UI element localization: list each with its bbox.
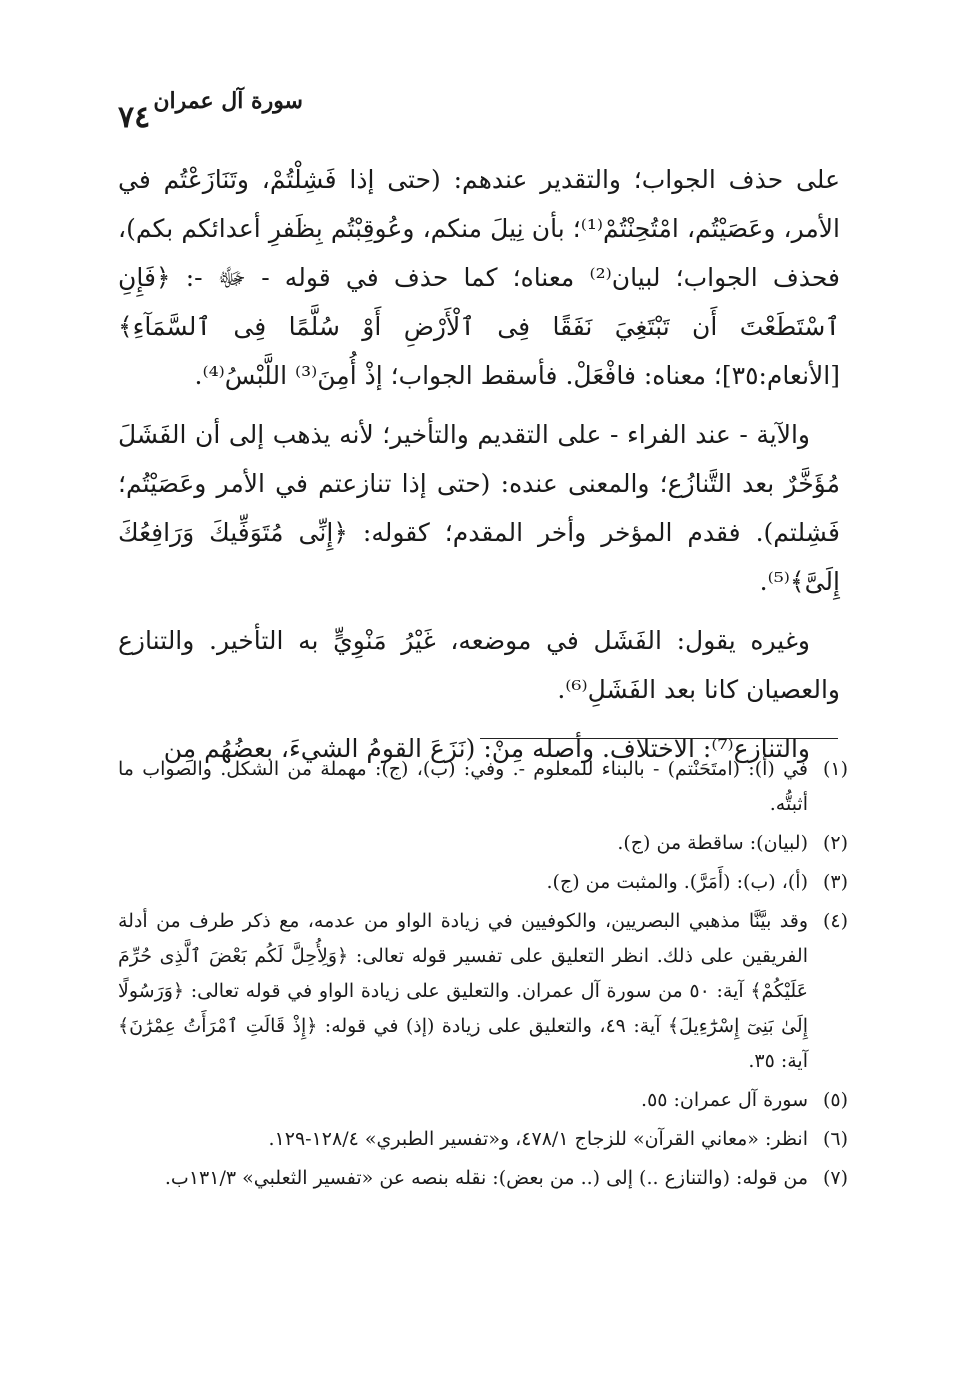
footnote-4: [118, 904, 848, 1079]
paragraph-1: على حذف الجواب؛ والتقدير عندهم: (حتى إذا فَشِلْتُمْ، وتَنَازَعْتُم في الأمر، وعَصَيْتُم، امْتُحِنْتُمْ⁽¹⁾؛ بأن نِيلَ منكم، وعُوقِبْتُم بِظَفرِ أعدائكم بكم)، فحذف الجواب؛ لبيان⁽²⁾ معناه؛ كما حذف في قوله - ﷻ -: ﴿فَإِنِ ٱسْتَطَعْتَ أَن تَبْتَغِيَ نَفَقًا فِى ٱلْأَرْضِ أَوْ سُلَّمًا فِى ٱلسَّمَآءِ﴾ [الأنعام:٣٥]؛ معناه: فافْعَلْ. فأسقط الجواب؛ إذْ أُمِنَ⁽³⁾ اللَّبْسُ⁽⁴⁾.: [118, 165, 840, 390]
footnote-number: (٥): [822, 1089, 848, 1111]
footnote-separator: [480, 738, 838, 739]
footnote-text: وقد بيَّنَّا مذهبي البصريين، والكوفيين في زيادة الواو من عدمه، مع ذكر طرف من أدلة الفريقين على ذلك. انظر التعليق على تفسير قوله تعالى: ﴿وَلِأُحِلَّ لَكُم بَعْضَ ٱلَّذِى حُرِّمَ عَلَيْكُمْ﴾ آية: ٥٠ من سورة آل عمران. والتعليق على زيادة الواو في قوله تعالى: ﴿وَرَسُولًا إِلَىٰ بَنِىٓ إِسْرَٰٓءِيلَ﴾ آية: ٤٩، والتعليق على زيادة (إذ) في قوله: ﴿إِذْ قَالَتِ ٱمْرَأَتُ عِمْرَٰنَ﴾ آية: ٣٥.: [118, 910, 808, 1072]
paragraph-2: والآية - عند الفراء - على التقديم والتأخير؛ لأنه يذهب إلى أن الفَشَلَ مُؤَخَّرٌ بعد التَّنازُع؛ والمعنى عنده: (حتى إذا تنازعتم في الأمر وعَصَيْتُم؛ فَشِلتم). فقدم المؤخر وأخر المقدم؛ كقوله: ﴿إِنِّى مُتَوَفِّيكَ وَرَافِعُكَ إِلَىَّ﴾⁽⁵⁾.: [118, 420, 840, 596]
footnote-number: (٦): [822, 1128, 848, 1150]
footnote-number: (٢): [822, 832, 848, 854]
footnote-number: (٤): [822, 910, 848, 932]
footnote-text: من قوله: (والتنازع ..) إلى (.. من بعض): نقله بنصه عن «تفسير الثعلبي» ١٣١/٣ب.: [164, 1167, 808, 1189]
footnote-2: [118, 826, 848, 861]
footnote-text: (أ)، (ب): (أَمَرَّ). والمثبت من (ج).: [546, 871, 808, 893]
footnote-1: [118, 752, 848, 822]
footnote-number: (٣): [822, 871, 848, 893]
page-number: ٧٤: [118, 100, 151, 135]
main-text: [118, 155, 840, 783]
footnote-5: [118, 1083, 848, 1118]
footnotes: [118, 752, 848, 1200]
footnote-text: سورة آل عمران: ٥٥.: [641, 1089, 808, 1111]
paragraph-3: وغيره يقول: الفَشَل في موضعه، غَيْرُ مَنْوِيٍّ به التأخير. والتنازع والعصيان كانا بعد الفَشَلِ⁽⁶⁾.: [118, 626, 840, 704]
paragraph-4: والتنازع⁽⁷⁾: الاختلاف. وأصله مِنْ: (نَزَعَ القومُ الشيءَ، بعضُهُم مِن: [163, 734, 810, 763]
footnote-text: (لبيان): ساقطة من (ج).: [617, 832, 808, 854]
footnote-text: في (أ): (امتَحَنْتم) - بالبناء للمعلوم -. وفي: (ب)، (ج): مهملة من الشكل. والصواب ما أثبتُّه.: [118, 758, 808, 815]
running-title: سورة آل عمران: [153, 88, 303, 114]
footnote-number: (١): [822, 758, 848, 780]
footnote-3: [118, 865, 848, 900]
footnote-text: انظر: «معاني القرآن» للزجاج ٤٧٨/١، و«تفسير الطبري» ١٢٨/٤-١٢٩.: [268, 1128, 808, 1150]
footnote-6: [118, 1122, 848, 1157]
footnote-number: (٧): [822, 1167, 848, 1189]
footnote-7: [118, 1161, 848, 1196]
